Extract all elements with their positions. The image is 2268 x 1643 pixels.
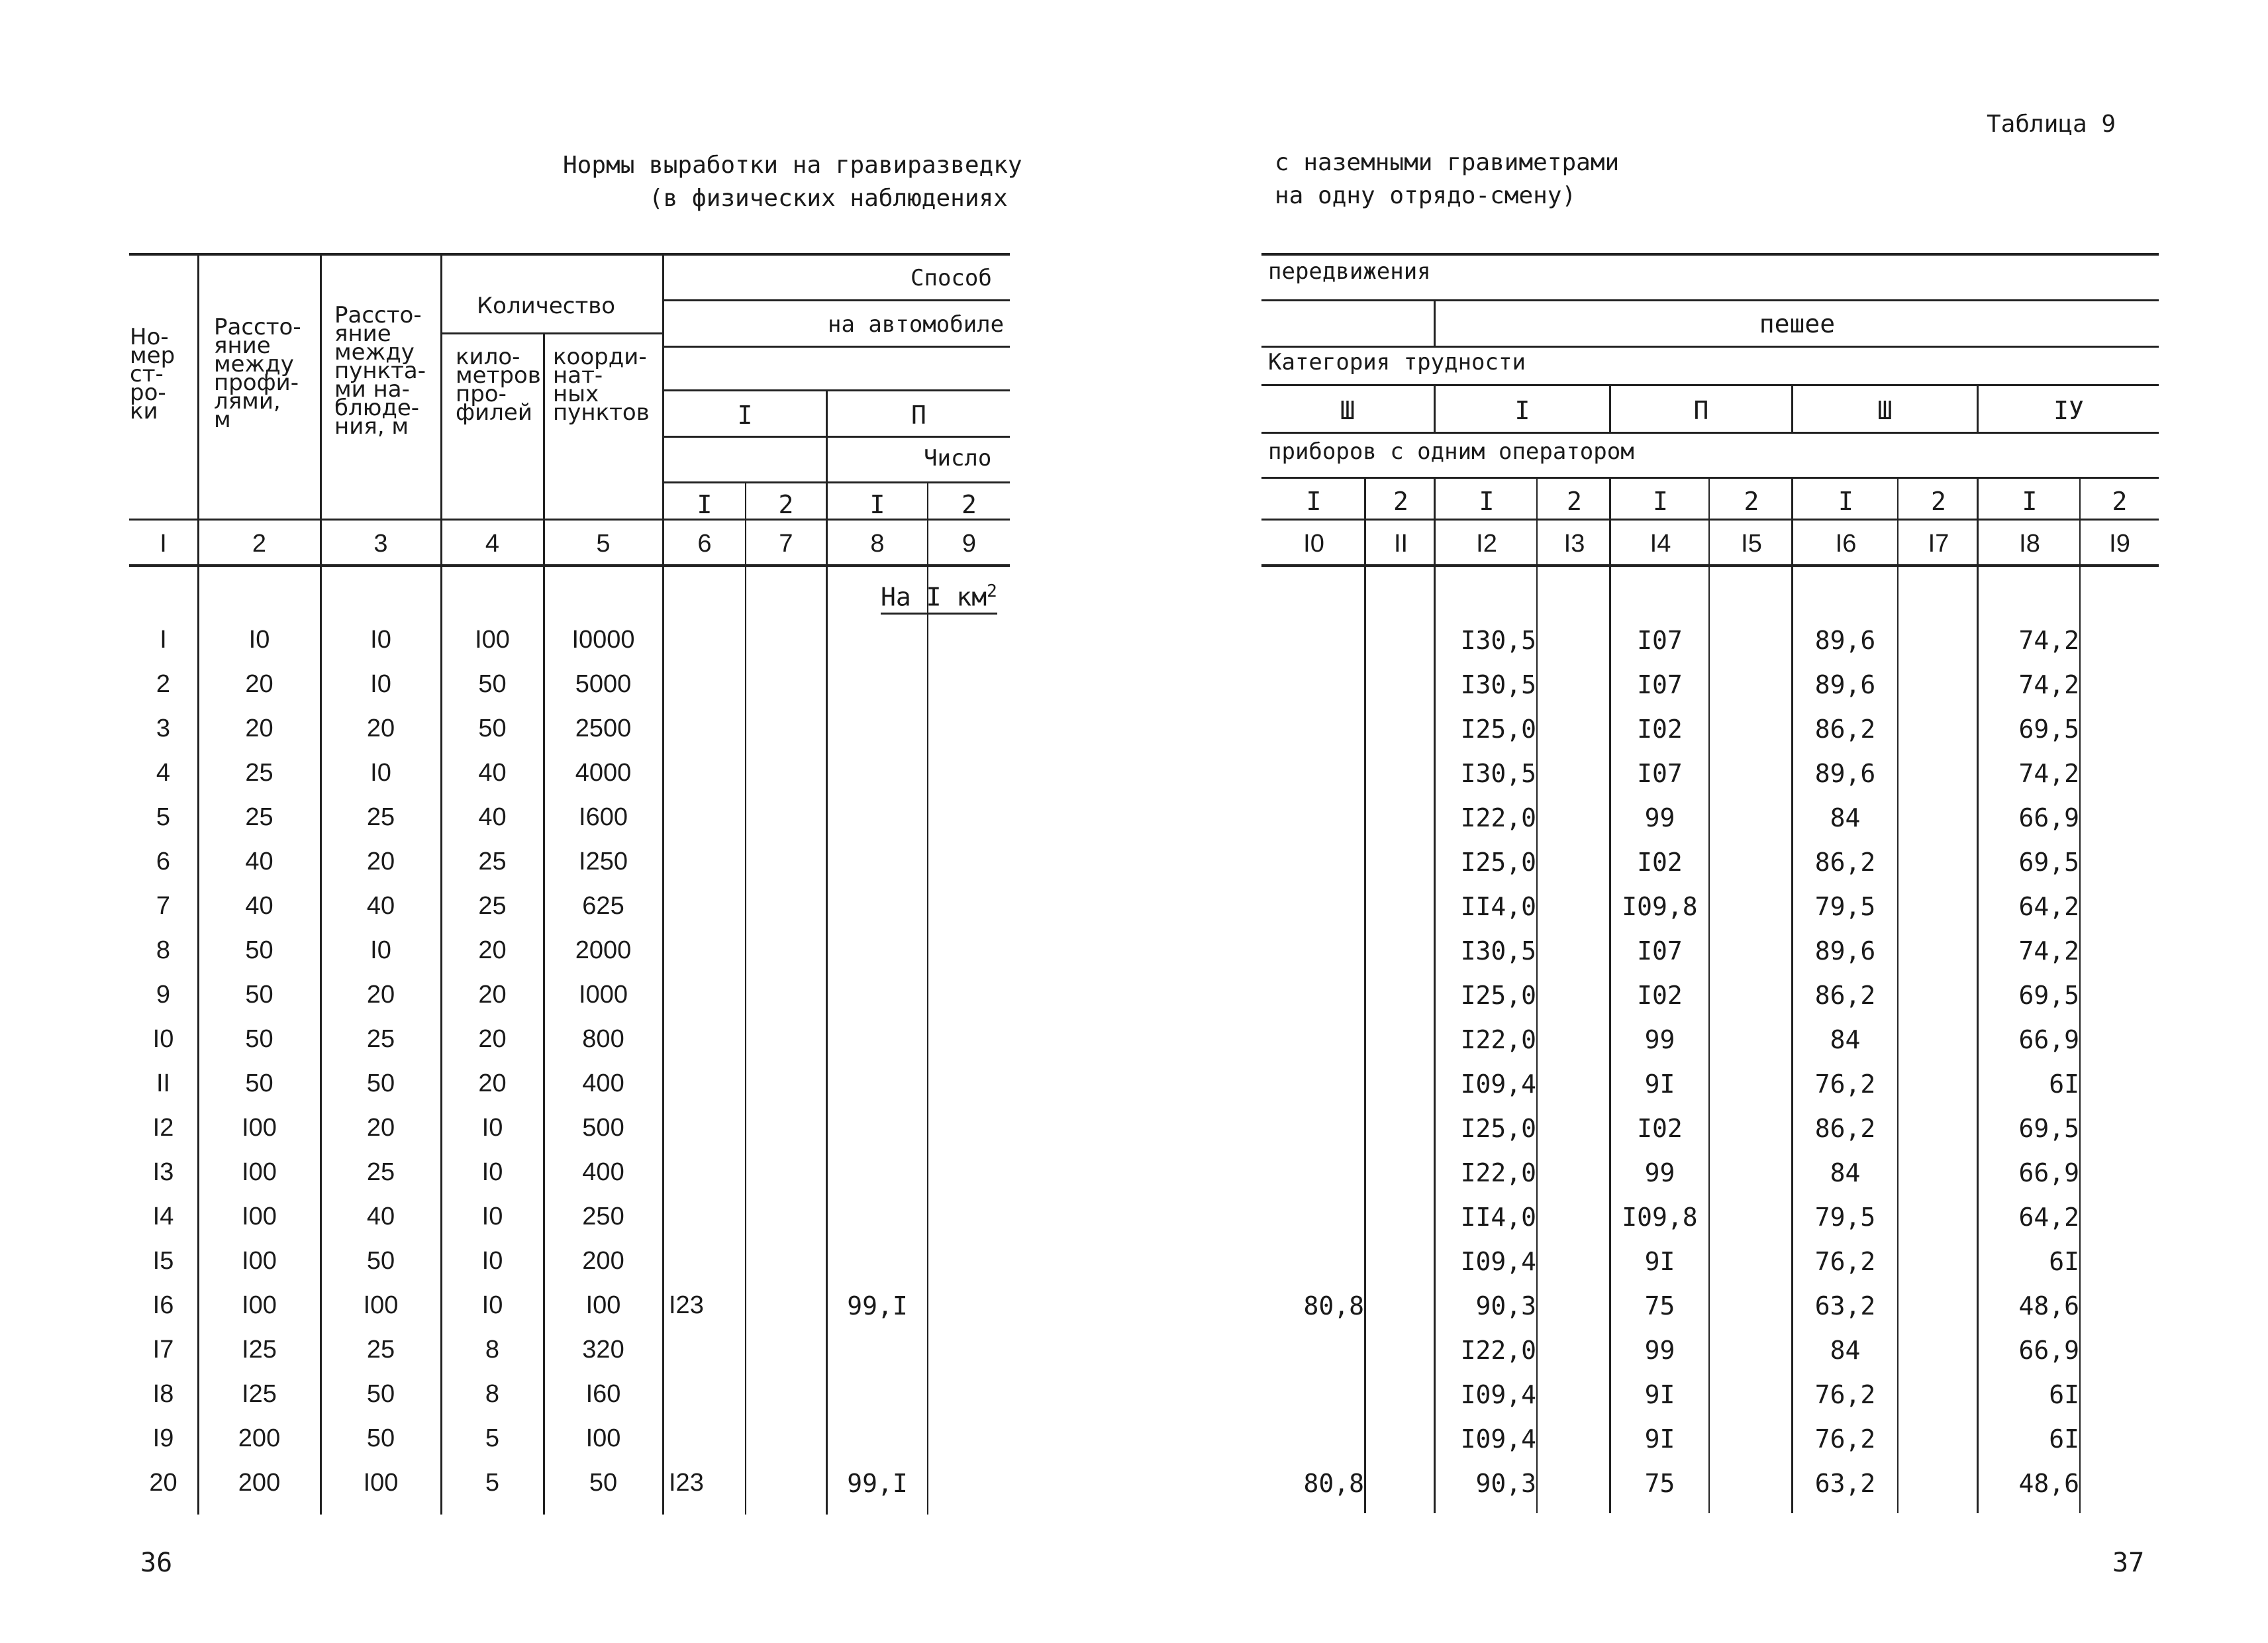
header-sub: I bbox=[1306, 487, 1322, 516]
cell: I07 bbox=[1637, 936, 1683, 966]
cell: 9I bbox=[1644, 1424, 1675, 1454]
cell: I5 bbox=[152, 1247, 174, 1275]
cell: I09,4 bbox=[1460, 1424, 1536, 1454]
cell: 50 bbox=[245, 1070, 273, 1097]
header-quantity: Количество bbox=[477, 293, 616, 319]
cell: 6I bbox=[2049, 1070, 2079, 1099]
cell: I25,0 bbox=[1460, 1114, 1536, 1143]
cell: 86,2 bbox=[1814, 715, 1876, 744]
col-number: 9 bbox=[961, 530, 977, 558]
cell: 25 bbox=[366, 1158, 395, 1186]
col-number: I2 bbox=[1476, 530, 1497, 558]
cell: I0 bbox=[481, 1203, 503, 1230]
cell: I09,8 bbox=[1622, 892, 1698, 921]
cell: I00 bbox=[242, 1114, 277, 1142]
cell: 25 bbox=[366, 803, 395, 831]
header-cat: I bbox=[1514, 396, 1530, 425]
cell: 99,I bbox=[847, 1469, 908, 1498]
cell: I00 bbox=[475, 626, 510, 654]
unit-note-text: На I км bbox=[881, 582, 987, 612]
cell: I0 bbox=[370, 670, 391, 698]
cell: I25,0 bbox=[1460, 981, 1536, 1010]
col-number: 5 bbox=[596, 530, 611, 558]
cell: II bbox=[156, 1070, 171, 1097]
cell: 20 bbox=[478, 981, 507, 1009]
header-on-foot: пешее bbox=[1759, 309, 1836, 338]
cell: 76,2 bbox=[1814, 1424, 1876, 1454]
cell: 40 bbox=[478, 803, 507, 831]
left-title-line1: Нормы выработки на гравиразведку bbox=[563, 152, 1022, 179]
cell: I8 bbox=[152, 1380, 174, 1408]
cell: I0 bbox=[370, 936, 391, 964]
col-number: I bbox=[160, 530, 167, 558]
cell: 89,6 bbox=[1814, 759, 1876, 788]
cell: 9I bbox=[1644, 1380, 1675, 1409]
cell: I3 bbox=[152, 1158, 174, 1186]
cell: I bbox=[160, 626, 167, 654]
cell: 9I bbox=[1644, 1070, 1675, 1099]
cell: 84 bbox=[1830, 803, 1861, 832]
cell: I25 bbox=[242, 1336, 277, 1364]
header-sub: 2 bbox=[1567, 487, 1582, 516]
header-cat: IУ bbox=[2053, 396, 2084, 425]
header-movement: передвижения bbox=[1268, 258, 1431, 285]
cell: I09,4 bbox=[1460, 1380, 1536, 1409]
cell: 50 bbox=[245, 981, 273, 1009]
cell: I07 bbox=[1637, 670, 1683, 699]
cell: I02 bbox=[1637, 848, 1683, 877]
cell: 66,9 bbox=[2018, 1336, 2079, 1365]
cell: 86,2 bbox=[1814, 848, 1876, 877]
cell: 79,5 bbox=[1814, 1203, 1876, 1232]
cell: 40 bbox=[366, 892, 395, 920]
cell: I0 bbox=[152, 1025, 174, 1053]
cell: 99 bbox=[1644, 1025, 1675, 1054]
cell: 200 bbox=[238, 1469, 281, 1497]
cell: 48,6 bbox=[2018, 1291, 2079, 1320]
cell: I9 bbox=[152, 1424, 174, 1452]
cell: 4 bbox=[156, 759, 171, 787]
cell: I000 bbox=[579, 981, 628, 1009]
cell: 75 bbox=[1644, 1469, 1675, 1498]
cell: 40 bbox=[478, 759, 507, 787]
cell: 63,2 bbox=[1814, 1291, 1876, 1320]
cell: I07 bbox=[1637, 626, 1683, 655]
cell: 74,2 bbox=[2018, 626, 2079, 655]
cell: 79,5 bbox=[1814, 892, 1876, 921]
cell: I4 bbox=[152, 1203, 174, 1230]
cell: 5 bbox=[485, 1424, 500, 1452]
left-page-number: 36 bbox=[140, 1548, 173, 1578]
cell: I09,4 bbox=[1460, 1247, 1536, 1276]
right-title-line2: на одну отрядо-смену) bbox=[1275, 182, 1577, 209]
header-sub: I bbox=[1653, 487, 1668, 516]
cell: 400 bbox=[582, 1158, 624, 1186]
cell: 6 bbox=[156, 848, 171, 875]
cell: I0 bbox=[248, 626, 270, 654]
cell: 20 bbox=[149, 1469, 177, 1497]
header-cat: Ш bbox=[1877, 396, 1893, 425]
header-difficulty: Категория трудности bbox=[1268, 349, 1526, 375]
header-sub: I bbox=[1479, 487, 1495, 516]
cell: 74,2 bbox=[2018, 670, 2079, 699]
col-number: 3 bbox=[373, 530, 388, 558]
cell: I02 bbox=[1637, 1114, 1683, 1143]
cell: 25 bbox=[366, 1025, 395, 1053]
header-coord-points: коорди- нат- ных пунктов bbox=[553, 344, 650, 426]
cell: 8 bbox=[485, 1380, 500, 1408]
header-method: Способ bbox=[911, 265, 992, 291]
header-row-number: Но- мер ст- ро- ки bbox=[130, 324, 175, 424]
cell: 50 bbox=[366, 1424, 395, 1452]
header-sub: 2 bbox=[778, 490, 794, 519]
cell: 50 bbox=[366, 1247, 395, 1275]
cell: 86,2 bbox=[1814, 981, 1876, 1010]
cell: 89,6 bbox=[1814, 936, 1876, 966]
cell: 8 bbox=[156, 936, 171, 964]
col-number: 8 bbox=[870, 530, 885, 558]
cell: 20 bbox=[366, 981, 395, 1009]
cell: 75 bbox=[1644, 1291, 1675, 1320]
cell: II4,0 bbox=[1460, 1203, 1536, 1232]
header-cat-I: I bbox=[737, 401, 753, 430]
col-number: 2 bbox=[252, 530, 267, 558]
cell: I25 bbox=[242, 1380, 277, 1408]
cell: 69,5 bbox=[2018, 981, 2079, 1010]
cell: I600 bbox=[579, 803, 628, 831]
cell: 69,5 bbox=[2018, 848, 2079, 877]
cell: 66,9 bbox=[2018, 1158, 2079, 1187]
cell: 20 bbox=[245, 715, 273, 742]
table-label: Таблица 9 bbox=[1987, 111, 2116, 138]
cell: 20 bbox=[366, 848, 395, 875]
header-sub: 2 bbox=[1931, 487, 1946, 516]
unit-note-superscript: 2 bbox=[987, 581, 997, 601]
cell: 99 bbox=[1644, 1158, 1675, 1187]
cell: 9I bbox=[1644, 1247, 1675, 1276]
cell: I0 bbox=[481, 1114, 503, 1142]
header-profile-distance: Рассто- яние между профи- лями, м bbox=[214, 314, 301, 433]
cell: 76,2 bbox=[1814, 1380, 1876, 1409]
header-sub: 2 bbox=[1744, 487, 1759, 516]
cell: 25 bbox=[366, 1336, 395, 1364]
cell: 76,2 bbox=[1814, 1247, 1876, 1276]
cell: 40 bbox=[245, 892, 273, 920]
header-sub: 2 bbox=[2112, 487, 2128, 516]
header-by-car: на автомобиле bbox=[828, 311, 1005, 338]
cell: I0 bbox=[481, 1247, 503, 1275]
cell: 66,9 bbox=[2018, 1025, 2079, 1054]
cell: 5 bbox=[156, 803, 171, 831]
cell: I30,5 bbox=[1460, 759, 1536, 788]
cell: 84 bbox=[1830, 1158, 1861, 1187]
cell: 200 bbox=[582, 1247, 624, 1275]
col-number: I6 bbox=[1835, 530, 1857, 558]
header-km-profiles: кило- метров про- филей bbox=[456, 344, 541, 426]
cell: I0 bbox=[481, 1158, 503, 1186]
cell: 50 bbox=[589, 1469, 618, 1497]
cell: 20 bbox=[366, 1114, 395, 1142]
cell: 25 bbox=[245, 803, 273, 831]
cell: 48,6 bbox=[2018, 1469, 2079, 1498]
col-number: I3 bbox=[1563, 530, 1585, 558]
cell: I250 bbox=[579, 848, 628, 875]
col-number: I4 bbox=[1650, 530, 1671, 558]
cell: I0 bbox=[370, 759, 391, 787]
cell: 20 bbox=[366, 715, 395, 742]
cell: 6I bbox=[2049, 1247, 2079, 1276]
cell: 89,6 bbox=[1814, 670, 1876, 699]
cell: 69,5 bbox=[2018, 1114, 2079, 1143]
cell: I00 bbox=[363, 1469, 399, 1497]
right-title-line1: с наземными гравиметрами bbox=[1275, 149, 1620, 176]
cell: I00 bbox=[242, 1247, 277, 1275]
unit-note bbox=[881, 583, 997, 615]
cell: 76,2 bbox=[1814, 1070, 1876, 1099]
cell: 3 bbox=[156, 715, 171, 742]
cell: 500 bbox=[582, 1114, 624, 1142]
cell: 84 bbox=[1830, 1336, 1861, 1365]
header-cat: Ш bbox=[1340, 396, 1356, 425]
cell: 99 bbox=[1644, 803, 1675, 832]
cell: 74,2 bbox=[2018, 759, 2079, 788]
cell: 64,2 bbox=[2018, 1203, 2079, 1232]
right-page-number: 37 bbox=[2112, 1548, 2145, 1578]
cell: 90,3 bbox=[1475, 1469, 1536, 1498]
cell: I23 bbox=[669, 1469, 704, 1497]
cell: I07 bbox=[1637, 759, 1683, 788]
header-point-distance: Рассто- яние между пункта- ми на- блюде- ния, м bbox=[334, 302, 426, 440]
cell: 66,9 bbox=[2018, 803, 2079, 832]
cell: I00 bbox=[242, 1158, 277, 1186]
cell: 99,I bbox=[847, 1291, 908, 1320]
cell: I02 bbox=[1637, 715, 1683, 744]
header-sub: I bbox=[697, 490, 713, 519]
cell: I6 bbox=[152, 1291, 174, 1319]
cell: I00 bbox=[242, 1203, 277, 1230]
cell: 90,3 bbox=[1475, 1291, 1536, 1320]
col-number: I0 bbox=[1303, 530, 1324, 558]
cell: 63,2 bbox=[1814, 1469, 1876, 1498]
cell: 25 bbox=[478, 892, 507, 920]
cell: I25,0 bbox=[1460, 848, 1536, 877]
cell: 74,2 bbox=[2018, 936, 2079, 966]
cell: I30,5 bbox=[1460, 936, 1536, 966]
cell: I02 bbox=[1637, 981, 1683, 1010]
cell: 80,8 bbox=[1303, 1469, 1364, 1498]
cell: 6I bbox=[2049, 1380, 2079, 1409]
cell: I25,0 bbox=[1460, 715, 1536, 744]
cell: 25 bbox=[478, 848, 507, 875]
cell: I09,4 bbox=[1460, 1070, 1536, 1099]
cell: 40 bbox=[366, 1203, 395, 1230]
left-title-line2: (в физических наблюдениях bbox=[649, 185, 1008, 212]
cell: I0 bbox=[481, 1291, 503, 1319]
cell: 6I bbox=[2049, 1424, 2079, 1454]
cell: 64,2 bbox=[2018, 892, 2079, 921]
col-number: I7 bbox=[1928, 530, 1949, 558]
col-number: I8 bbox=[2019, 530, 2040, 558]
cell: I00 bbox=[363, 1291, 399, 1319]
cell: 625 bbox=[582, 892, 624, 920]
cell: 200 bbox=[238, 1424, 281, 1452]
cell: 8 bbox=[485, 1336, 500, 1364]
cell: 84 bbox=[1830, 1025, 1861, 1054]
cell: I00 bbox=[585, 1291, 621, 1319]
cell: 800 bbox=[582, 1025, 624, 1053]
cell: 320 bbox=[582, 1336, 624, 1364]
header-sub: I bbox=[1838, 487, 1853, 516]
cell: I60 bbox=[585, 1380, 621, 1408]
cell: I0 bbox=[370, 626, 391, 654]
cell: I09,8 bbox=[1622, 1203, 1698, 1232]
cell: I23 bbox=[669, 1291, 704, 1319]
cell: 20 bbox=[478, 1070, 507, 1097]
cell: I22,0 bbox=[1460, 1336, 1536, 1365]
cell: I00 bbox=[242, 1291, 277, 1319]
header-cat-II: П bbox=[911, 401, 926, 430]
cell: 2 bbox=[156, 670, 171, 698]
header-cat: П bbox=[1693, 396, 1709, 425]
header-number: Число bbox=[924, 445, 992, 472]
cell: 25 bbox=[245, 759, 273, 787]
cell: 80,8 bbox=[1303, 1291, 1364, 1320]
cell: 20 bbox=[478, 1025, 507, 1053]
cell: 86,2 bbox=[1814, 1114, 1876, 1143]
cell: 89,6 bbox=[1814, 626, 1876, 655]
cell: 20 bbox=[245, 670, 273, 698]
header-sub: 2 bbox=[1393, 487, 1408, 516]
cell: I22,0 bbox=[1460, 1158, 1536, 1187]
cell: 20 bbox=[478, 936, 507, 964]
cell: 50 bbox=[478, 715, 507, 742]
col-number: I5 bbox=[1741, 530, 1762, 558]
cell: I22,0 bbox=[1460, 1025, 1536, 1054]
cell: I00 bbox=[585, 1424, 621, 1452]
cell: 5000 bbox=[575, 670, 632, 698]
col-number: I9 bbox=[2109, 530, 2130, 558]
cell: 250 bbox=[582, 1203, 624, 1230]
cell: I2 bbox=[152, 1114, 174, 1142]
cell: I0000 bbox=[571, 626, 635, 654]
header-devices: приборов с одним оператором bbox=[1268, 438, 1634, 465]
cell: 5 bbox=[485, 1469, 500, 1497]
col-number: 6 bbox=[697, 530, 712, 558]
cell: 400 bbox=[582, 1070, 624, 1097]
cell: 50 bbox=[245, 1025, 273, 1053]
col-number: 4 bbox=[485, 530, 500, 558]
cell: 50 bbox=[366, 1380, 395, 1408]
cell: I30,5 bbox=[1460, 670, 1536, 699]
cell: 50 bbox=[366, 1070, 395, 1097]
cell: 99 bbox=[1644, 1336, 1675, 1365]
col-number: II bbox=[1393, 530, 1408, 558]
cell: 69,5 bbox=[2018, 715, 2079, 744]
header-sub: I bbox=[2022, 487, 2038, 516]
cell: 50 bbox=[245, 936, 273, 964]
col-number: 7 bbox=[779, 530, 793, 558]
cell: II4,0 bbox=[1460, 892, 1536, 921]
cell: 50 bbox=[478, 670, 507, 698]
cell: 40 bbox=[245, 848, 273, 875]
header-sub: 2 bbox=[961, 490, 977, 519]
cell: 2500 bbox=[575, 715, 632, 742]
cell: I7 bbox=[152, 1336, 174, 1364]
cell: 9 bbox=[156, 981, 171, 1009]
cell: 2000 bbox=[575, 936, 632, 964]
cell: I30,5 bbox=[1460, 626, 1536, 655]
cell: 4000 bbox=[575, 759, 632, 787]
cell: I22,0 bbox=[1460, 803, 1536, 832]
header-sub: I bbox=[869, 490, 885, 519]
cell: 7 bbox=[156, 892, 171, 920]
